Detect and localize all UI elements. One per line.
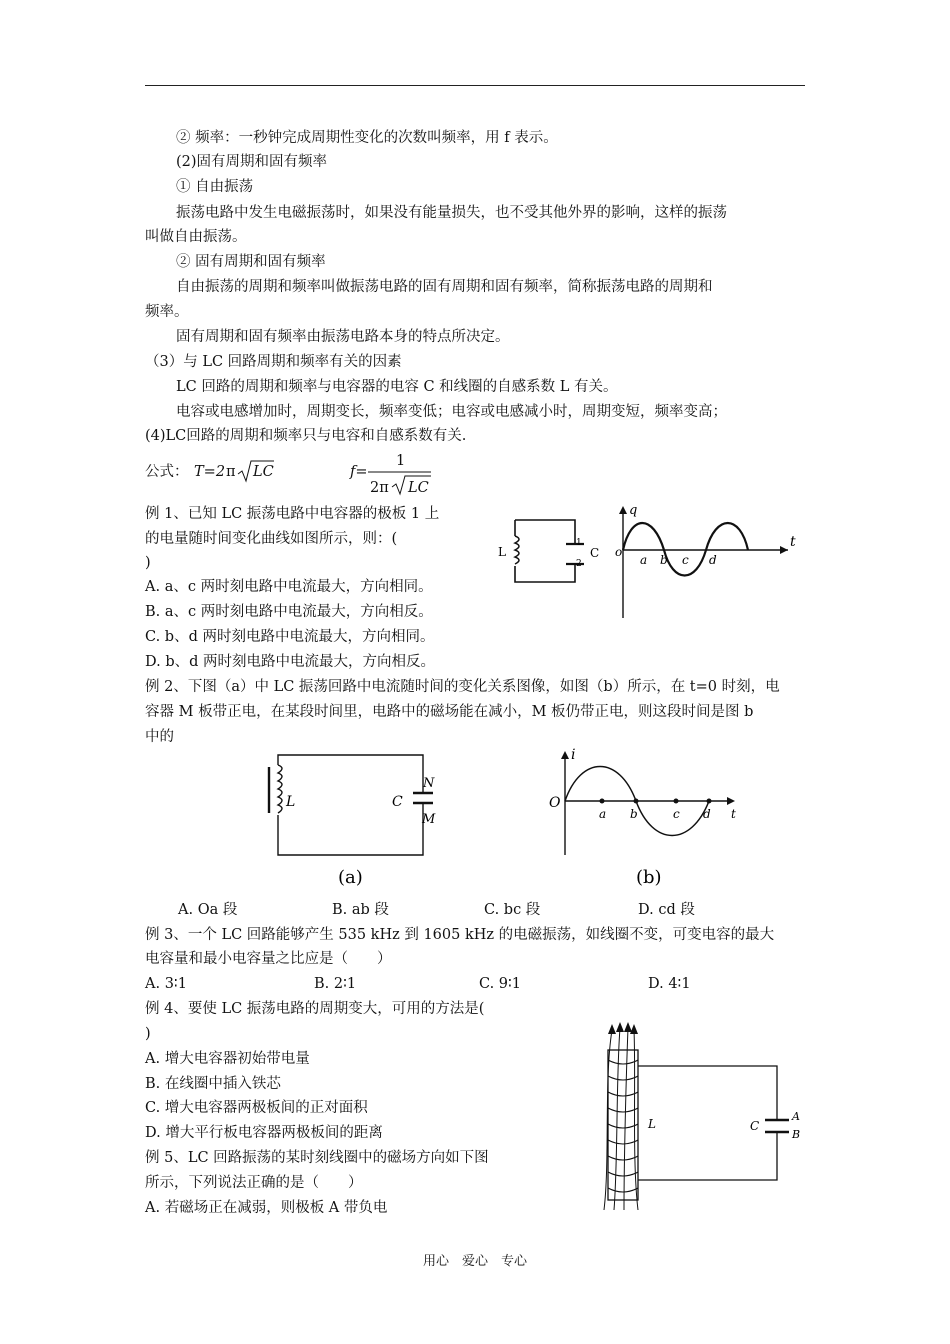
ex2-option-c: C. bc 段 [484,902,541,918]
ex4-label-C: C [750,1119,760,1133]
ex1-plate-2: 2 [576,559,582,569]
text-line: 固有周期和固有频率由振荡电路本身的特点所决定。 [176,329,510,345]
ex4-option-c: C. 增大电容器两极板间的正对面积 [145,1100,368,1116]
ex4-label-L: L [648,1117,656,1131]
text-line: ① 自由振荡 [176,179,254,195]
ex1-point-a: a [640,553,648,567]
text-line: (4)LC回路的周期和频率只与电容和自感系数有关. [145,428,467,444]
ex3-stem: 电容量和最小电容量之比应是（ ） [145,951,392,967]
ex3-option-c: C. 9∶1 [479,976,522,992]
ex1-stem: 例 1、已知 LC 振荡电路中电容器的极板 1 上 [145,506,440,522]
text-line: 叫做自由振荡。 [145,229,247,245]
text-line: ② 频率：一秒钟完成周期性变化的次数叫频率，用 f 表示。 [176,130,558,146]
ex1-origin: o [615,545,623,559]
ex2-figure-b [545,745,755,895]
formula-period-lhs: T=2 [194,464,226,480]
ex4-option-d: D. 增大平行板电容器两极板间的距离 [145,1125,383,1141]
text-line: 振荡电路中发生电磁振荡时，如果没有能量损失，也不受其他外界的影响，这样的振荡 [176,205,727,221]
formula-pi: π [226,464,236,480]
ex1-label-L: L [498,545,506,559]
ex2a-label-L: L [286,794,296,810]
text-line: ② 固有周期和固有频率 [176,254,326,270]
ex4-option-a: A. 增大电容器初始带电量 [145,1051,310,1067]
ex4-stem: 例 4、要使 LC 振荡电路的周期变大，可用的方法是( [145,1001,485,1017]
text-line: （3）与 LC 回路周期和频率有关的因素 [145,354,402,370]
ex2-figure-a [260,745,460,895]
text-line: LC 回路的周期和频率与电容器的电容 C 和线圈的自感系数 L 有关。 [176,379,618,395]
formula-numerator: 1 [396,453,406,469]
ex5-stem: 所示，下列说法正确的是（ ） [145,1175,363,1191]
ex2b-axis-t: t [731,807,736,821]
header-rule [145,85,805,86]
ex5-option-a: A. 若磁场正在减弱，则极板 A 带负电 [145,1200,388,1216]
formula-label: 公式： [145,464,189,480]
ex1-label-C: C [590,546,600,560]
ex2a-label-N: N [423,776,435,791]
ex4-plate-B: B [792,1128,801,1141]
formula-two-pi: 2π [370,480,389,496]
ex2a-caption: (a) [338,867,363,888]
ex1-option-d: D. b、d 两时刻电路中电流最大，方向相反。 [145,654,435,670]
ex2b-axis-i: i [571,747,576,763]
ex4-solenoid-figure [590,1020,820,1220]
ex1-stem: 的电量随时间变化曲线如图所示，则：( [145,531,398,547]
ex2b-dot-c [674,799,679,804]
ex1-plate-1: 1 [576,538,582,548]
ex2b-point-b: b [630,807,638,821]
ex2b-caption: (b) [636,867,662,888]
ex5-stem: 例 5、LC 回路振荡的某时刻线圈中的磁场方向如下图 [145,1150,489,1166]
ex2a-label-C: C [392,794,403,810]
ex1-option-a: A. a、c 两时刻电路中电流最大，方向相同。 [145,579,433,595]
ex4-stem: ) [145,1026,151,1042]
ex1-point-b: b [660,553,668,567]
ex2-option-a: A. Oa 段 [178,902,238,918]
ex2a-label-M: M [422,812,436,827]
page-footer: 用心 爱心 专心 [422,1254,527,1269]
ex2b-dot-d [707,799,712,804]
ex2-option-b: B. ab 段 [332,902,389,918]
ex2-stem: 例 2、下图（a）中 LC 振荡回路中电流随时间的变化关系图像，如图（b）所示，在 t=0 时刻，电 [145,679,780,695]
ex3-stem: 例 3、一个 LC 回路能够产生 535 kHz 到 1605 kHz 的电磁振荡，如线圈不变，可变电容的最大 [145,927,775,943]
formula-freq-lhs: f= [350,464,368,480]
ex2-stem: 中的 [145,729,174,745]
ex3-option-b: B. 2∶1 [314,976,357,992]
text-line: (2)固有周期和固有频率 [176,154,328,170]
ex2b-dot-b [634,799,639,804]
ex2b-point-c: c [673,807,680,821]
ex1-figure [490,500,810,630]
ex2b-point-a: a [599,807,607,821]
ex2-option-d: D. cd 段 [638,902,695,918]
ex1-axis-t: t [790,534,796,550]
ex4-option-b: B. 在线圈中插入铁芯 [145,1076,281,1092]
ex4-plate-A: A [792,1110,800,1123]
ex1-q-curve [623,523,748,576]
ex2-stem: 容器 M 板带正电，在某段时间里，电路中的磁场能在减小，M 板仍带正电，则这段时间是图 b [145,704,754,720]
text-line: 频率。 [145,304,189,320]
ex3-option-a: A. 3∶1 [145,976,187,992]
ex1-axis-q: q [629,503,638,518]
formula-lc-denominator: LC [408,480,429,496]
ex1-option-b: B. a、c 两时刻电路中电流最大，方向相反。 [145,604,433,620]
ex2b-origin: O [549,795,561,811]
text-line: 自由振荡的周期和频率叫做振荡电路的固有周期和固有频率，简称振荡电路的周期和 [176,279,713,295]
ex1-option-c: C. b、d 两时刻电路中电流最大，方向相同。 [145,629,435,645]
formula-lc: LC [253,464,274,480]
text-line: 电容或电感增加时，周期变长，频率变低；电容或电感减小时，周期变短，频率变高； [176,404,727,420]
ex1-stem: ) [145,555,151,571]
ex2b-point-d: d [703,807,711,821]
ex2b-dot-a [600,799,605,804]
ex1-point-d: d [709,553,717,567]
ex3-option-d: D. 4∶1 [648,976,691,992]
ex1-point-c: c [682,553,689,567]
